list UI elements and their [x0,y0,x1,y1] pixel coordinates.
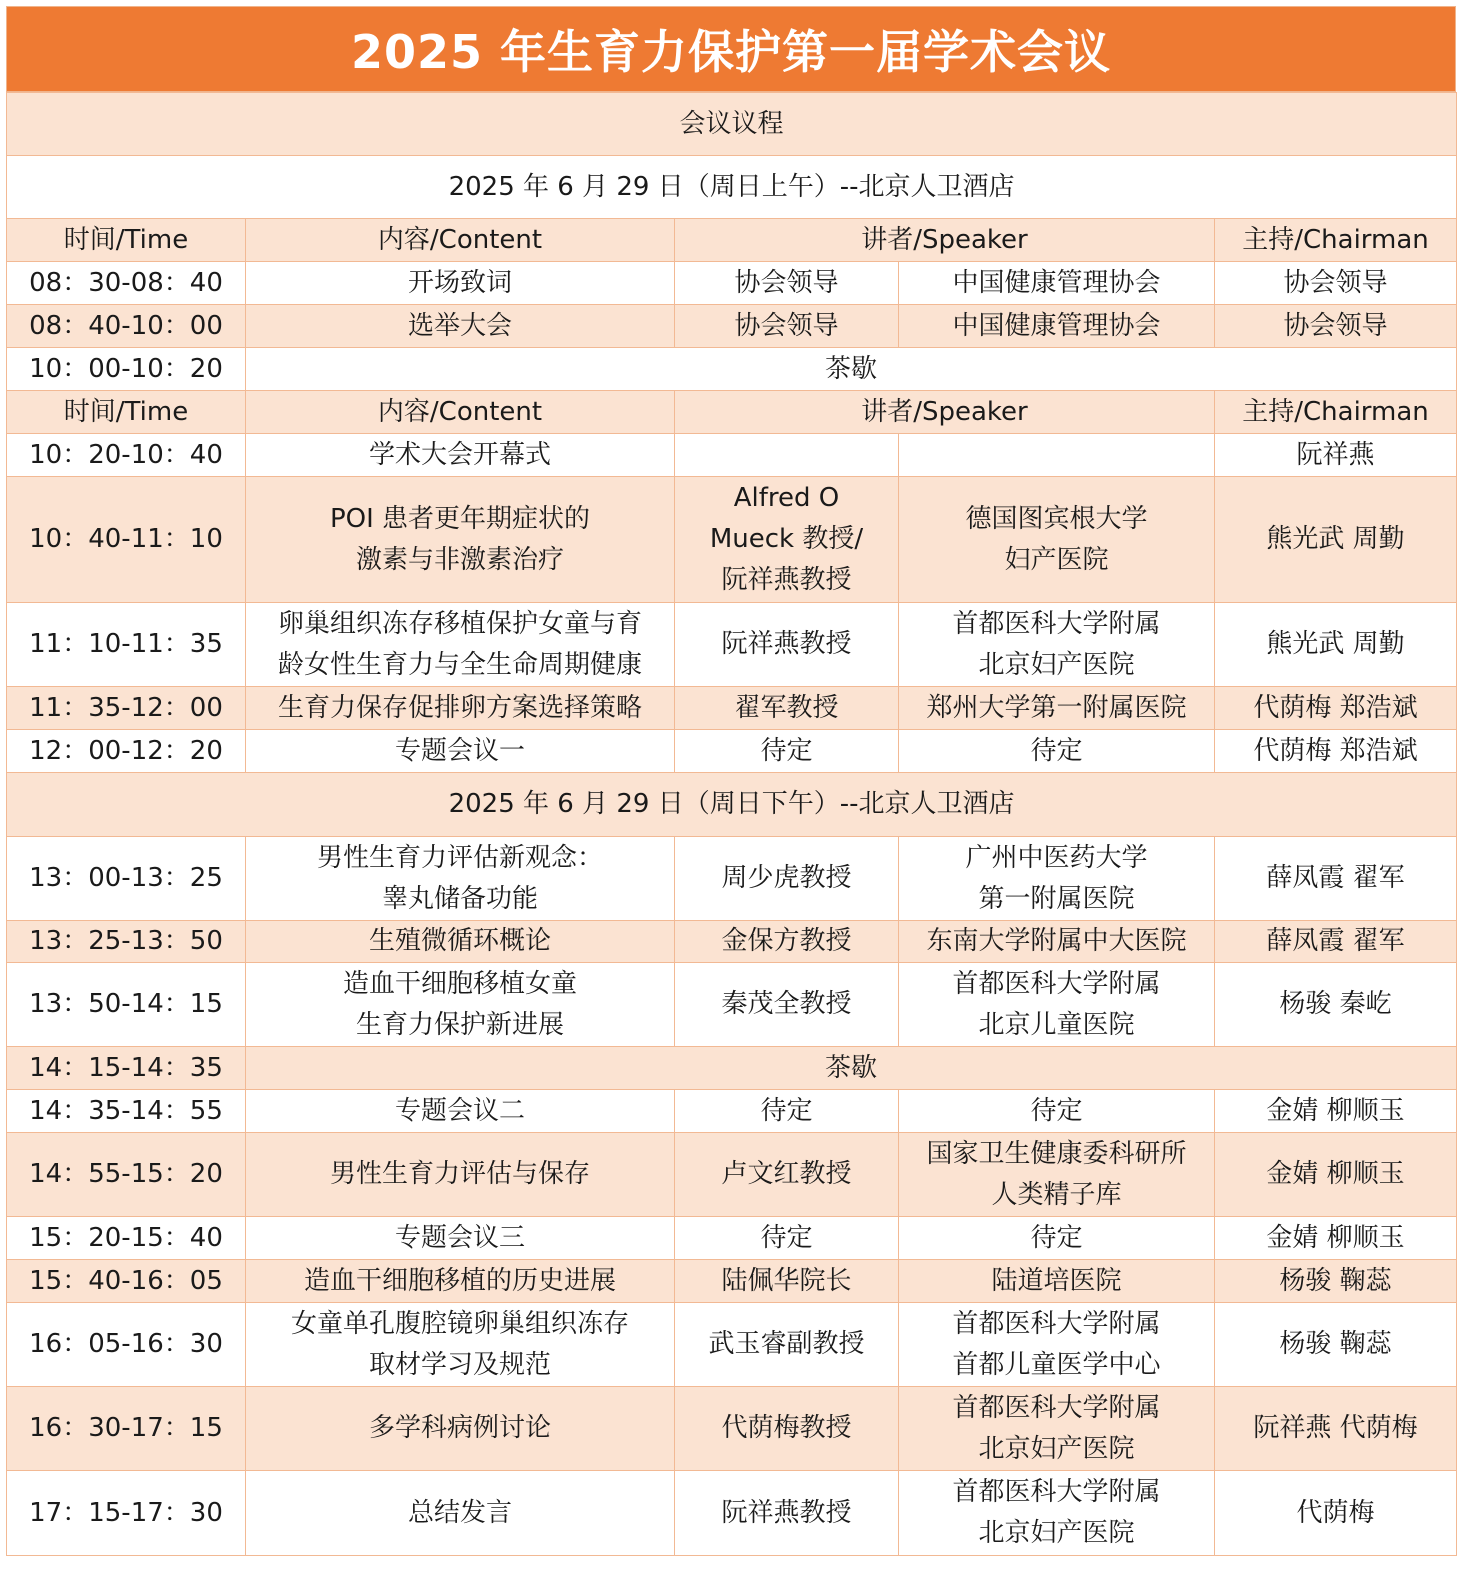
speaker-cell: 阮祥燕教授 [675,603,899,687]
column-header-row [7,219,1457,262]
time-cell: 17：15-17：30 [7,1471,246,1556]
cell-line: Mueck 教授/ [709,524,864,554]
speaker-cell: 阮祥燕教授 [675,1471,899,1556]
session-afternoon: 2025 年 6 月 29 日（周日下午）--北京人卫酒店 [7,773,1457,837]
chair-cell: 代荫梅 郑浩斌 [1215,687,1457,730]
time-cell: 13：00-13：25 [7,837,246,921]
cell-line: 北京妇产医院 [978,649,1135,680]
speaker-cell: 待定 [675,730,899,773]
cell-line: 首都医科大学附属 [952,968,1161,999]
time-cell: 13：25-13：50 [7,921,246,963]
org-cell [899,1471,1215,1556]
cell-line: 激素与非激素治疗 [355,544,564,575]
schedule-row [7,434,1457,477]
column-header-row [7,391,1457,434]
time-cell: 13：50-14：15 [7,963,246,1047]
schedule-row [7,1133,1457,1217]
content-cell [246,477,675,603]
cell-line: 北京妇产医院 [978,1433,1135,1464]
time-cell: 16：05-16：30 [7,1303,246,1387]
schedule-row [7,687,1457,730]
org-cell [899,963,1215,1047]
cell-line: 首都儿童医学中心 [952,1349,1161,1380]
header-chairman: 主持/Chairman [1215,219,1457,262]
header-speaker: 讲者/Speaker [675,391,1215,434]
speaker-cell: 秦茂全教授 [675,963,899,1047]
chair-cell: 杨骏 鞠蕊 [1215,1303,1457,1387]
schedule-row [7,1471,1457,1556]
cell-line: 德国图宾根大学 [965,503,1148,534]
org-cell [899,1303,1215,1387]
content-cell: 选举大会 [246,305,675,348]
break-row [7,1047,1457,1090]
org-cell: 待定 [899,1217,1215,1260]
speaker-cell: 协会领导 [675,262,899,305]
schedule-row [7,963,1457,1047]
agenda-sheet [6,6,1456,1556]
cell-line: 卵巢组织冻存移植保护女童与育 [277,608,642,639]
header-chairman: 主持/Chairman [1215,391,1457,434]
time-cell: 10：20-10：40 [7,434,246,477]
org-cell: 陆道培医院 [899,1260,1215,1303]
cell-line: 首都医科大学附属 [952,608,1161,639]
content-cell: 学术大会开幕式 [246,434,675,477]
speaker-cell: 卢文红教授 [675,1133,899,1217]
org-cell: 中国健康管理协会 [899,262,1215,305]
chair-cell: 薛凤霞 翟军 [1215,837,1457,921]
content-cell [246,837,675,921]
content-cell: 造血干细胞移植的历史进展 [246,1260,675,1303]
cell-line: 睾丸储备功能 [381,883,538,914]
session-afternoon-row [7,773,1457,837]
chair-cell: 代荫梅 郑浩斌 [1215,730,1457,773]
org-cell [899,434,1215,477]
schedule-row [7,921,1457,963]
chair-cell: 杨骏 秦屹 [1215,963,1457,1047]
schedule-row [7,262,1457,305]
speaker-cell [675,434,899,477]
time-cell: 14：35-14：55 [7,1090,246,1133]
tea-break: 茶歇 [246,1047,1457,1090]
chair-cell: 金婧 柳顺玉 [1215,1090,1457,1133]
content-cell: 多学科病例讨论 [246,1387,675,1471]
time-cell: 11：35-12：00 [7,687,246,730]
speaker-cell: 待定 [675,1090,899,1133]
cell-line: 阮祥燕教授 [721,565,852,595]
time-cell: 16：30-17：15 [7,1387,246,1471]
conference-title: 2025 年生育力保护第一届学术会议 [6,6,1456,92]
content-cell: 专题会议三 [246,1217,675,1260]
cell-line: 国家卫生健康委科研所 [926,1138,1187,1169]
agenda-label-row [7,93,1457,156]
speaker-cell: 代荫梅教授 [675,1387,899,1471]
cell-line: 取材学习及规范 [368,1349,551,1380]
schedule-row [7,730,1457,773]
schedule-row [7,1387,1457,1471]
schedule-row [7,1090,1457,1133]
org-cell [899,1387,1215,1471]
header-content: 内容/Content [246,219,675,262]
org-cell: 待定 [899,1090,1215,1133]
chair-cell: 熊光武 周勤 [1215,603,1457,687]
header-content: 内容/Content [246,391,675,434]
org-cell [899,1133,1215,1217]
content-cell: 专题会议一 [246,730,675,773]
chair-cell: 阮祥燕 [1215,434,1457,477]
schedule-row [7,1303,1457,1387]
cell-line: 北京妇产医院 [978,1518,1135,1548]
time-cell: 08：40-10：00 [7,305,246,348]
time-cell: 08：30-08：40 [7,262,246,305]
org-cell: 郑州大学第一附属医院 [899,687,1215,730]
schedule-row [7,603,1457,687]
cell-line: 龄女性生育力与全生命周期健康 [277,649,642,680]
chair-cell: 金婧 柳顺玉 [1215,1133,1457,1217]
time-cell: 10：40-11：10 [7,477,246,603]
chair-cell: 代荫梅 [1215,1471,1457,1556]
schedule-row [7,477,1457,603]
cell-line: POI 患者更年期症状的 [329,503,591,534]
agenda-body [7,93,1457,1556]
time-cell: 11：10-11：35 [7,603,246,687]
content-cell [246,1303,675,1387]
header-speaker: 讲者/Speaker [675,219,1215,262]
chair-cell: 熊光武 周勤 [1215,477,1457,603]
time-cell: 10：00-10：20 [7,348,246,391]
content-cell: 开场致词 [246,262,675,305]
cell-line: 人类精子库 [991,1179,1122,1210]
header-time: 时间/Time [7,219,246,262]
org-cell [899,603,1215,687]
chair-cell: 阮祥燕 代荫梅 [1215,1387,1457,1471]
content-cell [246,963,675,1047]
speaker-cell: 协会领导 [675,305,899,348]
cell-line: 造血干细胞移植女童 [342,968,577,999]
time-cell: 15：20-15：40 [7,1217,246,1260]
agenda-table [6,92,1457,1556]
chair-cell: 金婧 柳顺玉 [1215,1217,1457,1260]
time-cell: 14：55-15：20 [7,1133,246,1217]
cell-line: 广州中医药大学 [965,842,1148,873]
chair-cell: 协会领导 [1215,262,1457,305]
break-row [7,348,1457,391]
speaker-cell: 陆佩华院长 [675,1260,899,1303]
chair-cell: 薛凤霞 翟军 [1215,921,1457,963]
cell-line: 女童单孔腹腔镜卵巢组织冻存 [290,1308,629,1339]
cell-line: 首都医科大学附属 [952,1392,1161,1423]
cell-line: Alfred O [733,483,840,513]
schedule-row [7,305,1457,348]
content-cell: 专题会议二 [246,1090,675,1133]
org-cell [899,477,1215,603]
schedule-row [7,1217,1457,1260]
content-cell: 总结发言 [246,1471,675,1556]
time-cell: 12：00-12：20 [7,730,246,773]
cell-line: 第一附属医院 [978,883,1135,914]
org-cell: 东南大学附属中大医院 [899,921,1215,963]
session-morning-row [7,156,1457,219]
content-cell: 男性生育力评估与保存 [246,1133,675,1217]
org-cell: 待定 [899,730,1215,773]
cell-line: 首都医科大学附属 [952,1308,1161,1339]
header-time: 时间/Time [7,391,246,434]
speaker-cell: 武玉睿副教授 [675,1303,899,1387]
cell-line: 生育力保护新进展 [355,1009,564,1040]
time-cell: 15：40-16：05 [7,1260,246,1303]
content-cell [246,603,675,687]
cell-line: 首都医科大学附属 [952,1477,1161,1507]
schedule-row [7,837,1457,921]
chair-cell: 协会领导 [1215,305,1457,348]
speaker-cell: 待定 [675,1217,899,1260]
cell-line: 妇产医院 [1004,544,1109,575]
speaker-cell: 翟军教授 [675,687,899,730]
schedule-row [7,1260,1457,1303]
org-cell: 中国健康管理协会 [899,305,1215,348]
speaker-cell [675,477,899,603]
chair-cell: 杨骏 鞠蕊 [1215,1260,1457,1303]
session-morning: 2025 年 6 月 29 日（周日上午）--北京人卫酒店 [7,156,1457,219]
agenda-label: 会议议程 [7,93,1457,156]
org-cell [899,837,1215,921]
speaker-cell: 金保方教授 [675,921,899,963]
speaker-cell: 周少虎教授 [675,837,899,921]
cell-line: 北京儿童医院 [978,1009,1135,1040]
content-cell: 生殖微循环概论 [246,921,675,963]
time-cell: 14：15-14：35 [7,1047,246,1090]
tea-break: 茶歇 [246,348,1457,391]
content-cell: 生育力保存促排卵方案选择策略 [246,687,675,730]
cell-line: 男性生育力评估新观念： [316,842,603,873]
